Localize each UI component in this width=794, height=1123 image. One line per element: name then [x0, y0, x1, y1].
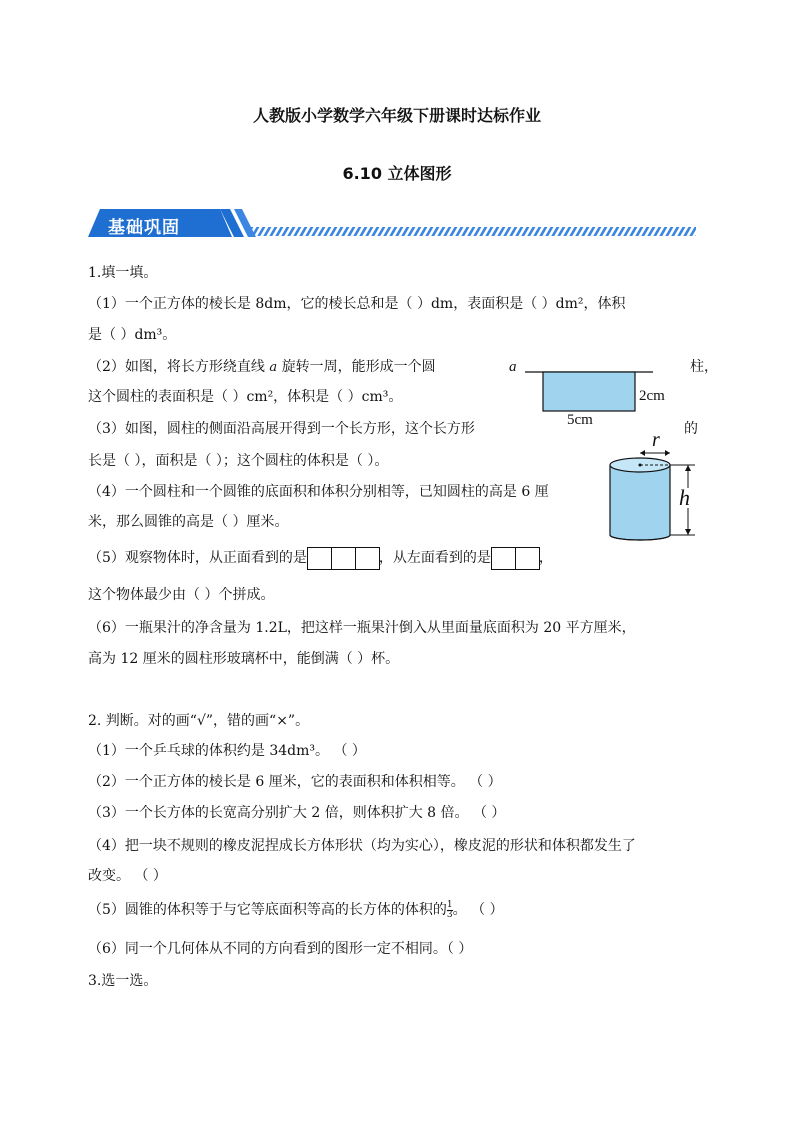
front-view-square — [331, 547, 356, 570]
radius-label: r — [652, 429, 660, 451]
q1-item3-text-b: 的 — [684, 421, 698, 437]
lesson-subtitle: 6.10 立体图形 — [342, 164, 452, 183]
rectangle-shape — [543, 372, 635, 411]
q1-item1-line1: （1）一个正方体的棱长是 8dm，它的棱长总和是（ ）dm，表面积是（ ）dm²，体积 — [88, 296, 626, 312]
rect-height-label: 2cm — [639, 388, 665, 404]
q2-item: （1）一个乒乓球的体积约是 34dm³。 （ ） — [88, 743, 366, 759]
axis-label: a — [509, 359, 517, 375]
q1-item6-line2: 高为 12 厘米的圆柱形玻璃杯中，能倒满（ ）杯。 — [88, 651, 400, 667]
q1-item2-line1 — [88, 357, 436, 378]
q1-item5-text-b: ，从左面看到的是 — [378, 550, 491, 566]
q3-heading: 3.选一选。 — [88, 973, 158, 989]
q1-item5-text-c: ， — [538, 550, 553, 566]
q2-item: （4）把一块不规则的橡皮泥捏成长方体形状（均为实心），橡皮泥的形状和体积都发生了 — [88, 838, 636, 854]
front-view-square — [307, 547, 332, 570]
q2-item6: （6）同一个几何体从不同的方向看到的图形一定不相同。（ ） — [88, 941, 473, 957]
q2-item: （2）一个正方体的棱长是 6 厘米，它的表面积和体积相等。 （ ） — [88, 774, 502, 790]
q1-item2-line2: 这个圆柱的表面积是（ ）cm²，体积是（ ）cm³。 — [88, 389, 403, 405]
q1-item2-text-a: （2）如图，将长方形绕直线 — [88, 359, 265, 375]
front-view-square — [355, 547, 380, 570]
q1-item2-text-b: 旋转一周，能形成一个圆 — [281, 359, 436, 375]
q2-item: （3）一个长方体的长宽高分别扩大 2 倍，则体积扩大 8 倍。 （ ） — [88, 805, 506, 821]
rect-width-label: 5cm — [567, 412, 593, 428]
q2-heading: 2. 判断。对的画“√”，错的画“×”。 — [88, 713, 310, 729]
left-view-square — [515, 547, 540, 570]
q1-heading: 1.填一填。 — [88, 265, 158, 281]
q1-item3-line2: 长是（ ），面积是（ ）；这个圆柱的体积是（ ）。 — [88, 453, 389, 469]
section-banner — [88, 207, 698, 241]
q1-item1-line2: 是（ ）dm³。 — [88, 327, 177, 343]
q2-item: 改变。 （ ） — [88, 868, 167, 884]
left-view — [491, 546, 539, 570]
front-view — [307, 546, 379, 570]
rectangle-figure — [505, 358, 685, 430]
q1-item3-line1: （3）如图，圆柱的侧面沿高展开得到一个长方形，这个长方形 — [88, 421, 475, 437]
q1-item5-line2: 这个物体最少由（ ）个拼成。 — [88, 587, 275, 603]
cylinder-figure — [600, 428, 710, 543]
q2-item5 — [88, 900, 504, 920]
q1-item5-text-a: （5）观察物体时，从正面看到的是 — [88, 550, 307, 566]
q1-item5-line1 — [88, 546, 553, 570]
banner-stripe — [248, 227, 696, 236]
q1-item6-line1: （6）一瓶果汁的净含量为 1.2L，把这样一瓶果汁倒入从里面量底面积为 20 平方厘米， — [88, 620, 636, 636]
height-label: h — [679, 485, 690, 510]
q2-item5-text-a: （5）圆锥的体积等于与它等底面积等高的长方体的体积的 — [88, 902, 447, 918]
q2-item5-text-b: 。 （ ） — [452, 902, 504, 918]
fraction-denominator: 3 — [446, 909, 453, 920]
q1-item4-line1: （4）一个圆柱和一个圆锥的底面积和体积分别相等，已知圆柱的高是 6 厘 — [88, 484, 549, 500]
fraction-numerator: 1 — [446, 899, 453, 910]
q1-item2-text-c: 柱， — [690, 359, 718, 375]
banner-label: 基础巩固 — [108, 218, 180, 238]
left-view-square — [491, 547, 516, 570]
q1-item4-line2: 米，那么圆锥的高是（ ）厘米。 — [88, 514, 289, 530]
q1-item2-var: a — [269, 360, 278, 375]
document-title: 人教版小学数学六年级下册课时达标作业 — [252, 106, 541, 125]
